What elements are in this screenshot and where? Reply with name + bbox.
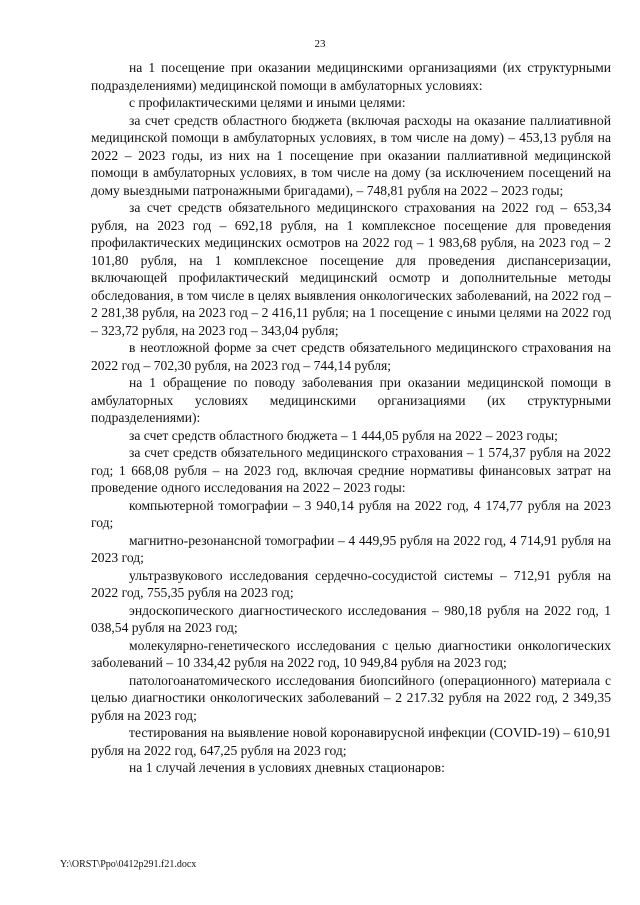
paragraph: патологоанатомического исследования биопсийного (операционного) материала с целью диагностики онкологических заболеваний – 2 217.32 рубля на 2022 год, 2 349,35 рубля на 2023 год; — [91, 672, 611, 723]
paragraph: магнитно-резонансной томографии – 4 449,95 рубля на 2022 год, 4 714,91 рубля на 2023 год; — [91, 532, 611, 565]
paragraph: за счет средств обязательного медицинского страхования на 2022 год – 653,34 рубля, на 2023 год – 692,18 рубля, на 1 комплексное посещение для проведения профилактических медицинских осмотров на 2022 год – 1 983,68 рубля, на 2023 год – 2 101,80 рубля, на 1 комплексное посещение для проведения диспансеризации, включающей профилактический медицинский осмотр и дополнительные методы обследования, в том числе в целях выявления онкологических заболеваний, на 2022 год – 2 281,38 рубля, на 2023 год – 2 416,11 рубля; на 1 посещение с иными целями на 2022 год – 323,72 рубля, на 2023 год – 343,04 рубля; — [91, 200, 611, 338]
paragraph: ультразвукового исследования сердечно-сосудистой системы – 712,91 рубля на 2022 год, 755,35 рубля на 2023 год; — [91, 567, 611, 600]
document-body — [91, 59, 611, 777]
paragraph: компьютерной томографии – 3 940,14 рубля на 2022 год, 4 174,77 рубля на 2023 год; — [91, 497, 611, 530]
paragraph: за счет средств областного бюджета – 1 444,05 рубля на 2022 – 2023 годы; — [129, 427, 558, 443]
paragraph: на 1 посещение при оказании медицинскими организациями (их структурными подразделениями) медицинской помощи в амбулаторных условиях: — [91, 60, 611, 93]
paragraph: эндоскопического диагностического исследования – 980,18 рубля на 2022 год, 1 038,54 рубля на 2023 год; — [91, 602, 611, 635]
paragraph: с профилактическими целями и иными целями: — [129, 95, 406, 110]
paragraph: за счет средств областного бюджета (включая расходы на оказание паллиативной медицинской помощи в амбулаторных условиях, в том числе на дому) – 453,13 рубля на 2022 – 2023 годы, из них на 1 посещение при оказании паллиативной медицинской помощи в амбулаторных условиях, в том числе на дому (за исключением посещений на дому выездными патронажными бригадами), – 748,81 рубля на 2022 – 2023 годы; — [91, 112, 611, 198]
paragraph: на 1 случай лечения в условиях дневных стационаров: — [129, 760, 445, 775]
footer-file-path: Y:\ORST\Ppo\0412p291.f21.docx — [60, 859, 197, 870]
paragraph: на 1 обращение по поводу заболевания при оказании медицинской помощи в амбулаторных условиях медицинскими организациями (их структурными подразделениями): — [91, 375, 611, 425]
paragraph: тестирования на выявление новой коронавирусной инфекции (COVID-19) – 610,91 рубля на 2022 год, 647,25 рубля на 2023 год; — [91, 725, 611, 758]
paragraph: за счет средств обязательного медицинского страхования – 1 574,37 рубля на 2022 год; 1 668,08 рубля – на 2023 год, включая средние нормативы финансовых затрат на проведение одного исследования на 2022 – 2023 годы: — [91, 445, 611, 495]
page-number: 23 — [314, 38, 326, 50]
paragraph: молекулярно-генетического исследования с целью диагностики онкологических заболеваний – 10 334,42 рубля на 2022 год, 10 949,84 рубля на 2023 год; — [91, 637, 611, 670]
paragraph: в неотложной форме за счет средств обязательного медицинского страхования на 2022 год – 702,30 рубля, на 2023 год – 744,14 рубля; — [91, 340, 611, 373]
